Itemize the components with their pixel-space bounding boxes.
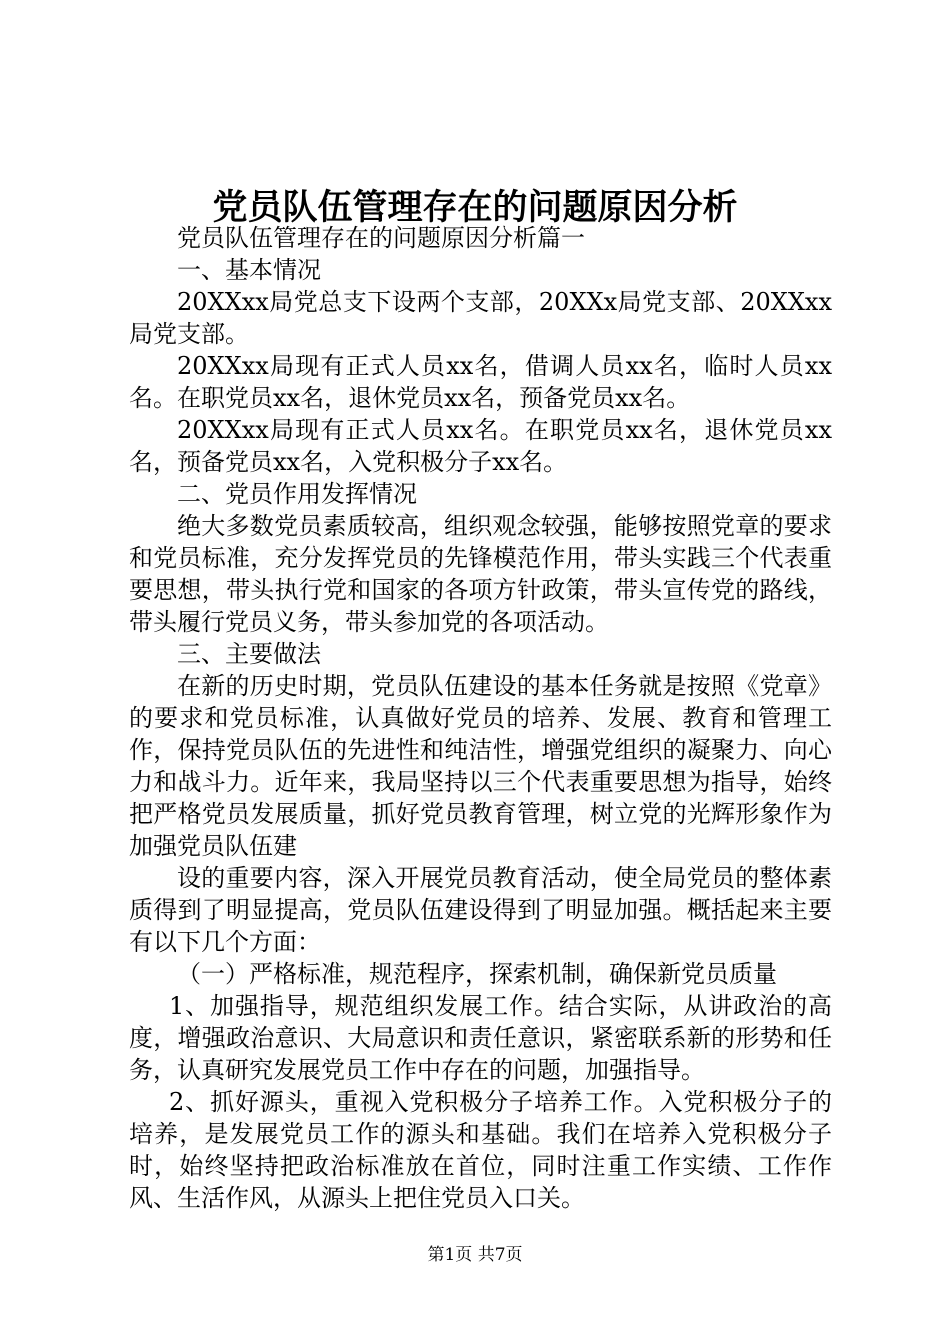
body-paragraph: 1、加强指导，规范组织发展工作。结合实际，从讲政治的高度，增强政治意识、大局意识和责任意识，紧密联系新的形势和任务，认真研究发展党员工作中存在的问题，加强指导。	[129, 992, 832, 1084]
document-body	[129, 222, 832, 1214]
document-title: 党员队伍管理存在的问题原因分析	[212, 187, 738, 228]
section-heading: （一）严格标准，规范程序，探索机制，确保新党员质量	[177, 960, 777, 988]
body-paragraph: 绝大多数党员素质较高，组织观念较强，能够按照党章的要求和党员标准，充分发挥党员的先锋模范作用，带头实践三个代表重要思想，带头执行党和国家的各项方针政策，带头宣传党的路线，带头履行党员义务，带头参加党的各项活动。	[129, 512, 832, 636]
body-paragraph: 设的重要内容，深入开展党员教育活动，使全局党员的整体素质得到了明显提高，党员队伍建设得到了明显加强。概括起来主要有以下几个方面：	[129, 864, 832, 956]
body-paragraph: 在新的历史时期，党员队伍建设的基本任务就是按照《党章》的要求和党员标准，认真做好党员的培养、发展、教育和管理工作，保持党员队伍的先进性和纯洁性，增强党组织的凝聚力、向心力和战斗力。近年来，我局坚持以三个代表重要思想为指导，始终把严格党员发展质量，抓好党员教育管理，树立党的光辉形象作为加强党员队伍建	[129, 672, 832, 860]
section-heading: 一、基本情况	[177, 256, 321, 284]
body-paragraph: 20XXxx局现有正式人员xx名。在职党员xx名，退休党员xx名，预备党员xx名，入党积极分子xx名。	[129, 416, 832, 476]
section-heading: 党员队伍管理存在的问题原因分析篇一	[177, 224, 585, 252]
page-footer: 第1页 共7页	[427, 1245, 523, 1265]
section-heading: 二、党员作用发挥情况	[177, 480, 417, 508]
body-paragraph: 20XXxx局现有正式人员xx名，借调人员xx名，临时人员xx名。在职党员xx名，退休党员xx名，预备党员xx名。	[129, 352, 832, 412]
body-paragraph: 20XXxx局党总支下设两个支部，20XXx局党支部、20XXxx局党支部。	[129, 288, 832, 348]
body-paragraph: 2、抓好源头，重视入党积极分子培养工作。入党积极分子的培养，是发展党员工作的源头和基础。我们在培养入党积极分子时，始终坚持把政治标准放在首位，同时注重工作实绩、工作作风、生活作风，从源头上把住党员入口关。	[129, 1088, 832, 1212]
section-heading: 三、主要做法	[177, 640, 321, 668]
